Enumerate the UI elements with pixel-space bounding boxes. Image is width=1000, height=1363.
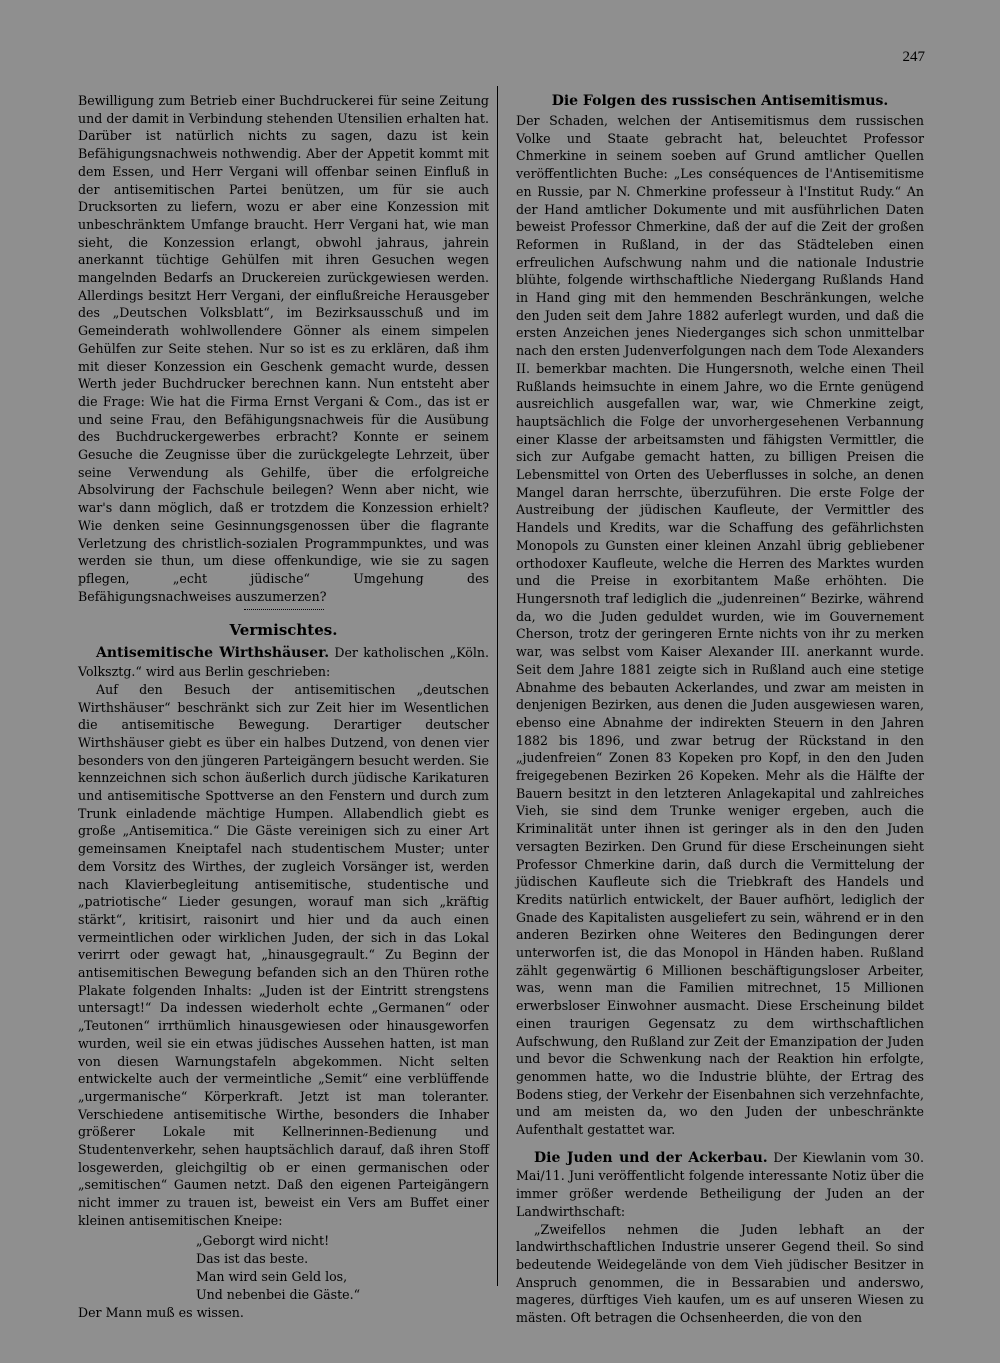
article-intro bbox=[78, 644, 489, 680]
column-divider bbox=[497, 86, 498, 1286]
article-lead: Der Kiewlanin vom 30. Mai/11. Juni veröffentlicht folgende interessante Notiz über die immer größer werdende Betheiligung der Juden an der Landwirthschaft: bbox=[516, 1149, 924, 1219]
verse-line: Man wird sein Geld los, bbox=[196, 1268, 348, 1284]
article-title: Die Folgen des russischen Antisemitismus. bbox=[551, 93, 889, 109]
section-title: Vermischtes. bbox=[229, 621, 338, 640]
article-body: Der Schaden, welchen der Antisemitismus dem russischen Volke und Staate gebracht hat, beleuchtet Professor Chmerkine in seinem soeben auf Grund amtlicher Quellen veröffentlichten Buche: „Les conséquences de l'Antisemitisme en Russie, par N. Chmerkine professeur à l'Institut Rudy.“ An der Hand amtlicher Dokumente und mit ausführlichen Daten beweist Professor Chmerkine, daß der auf die Zeit der großen Reformen in Rußland, in der das Städteleben einen erfreulichen Aufschwung nahm und die nationale Industrie blühte, folgende wirthschaftliche Niedergang Rußlands Hand in Hand ging mit den hemmenden Beschränkungen, welche den Juden seit dem Jahre 1882 auferlegt wurden, und daß die ersten Anzeichen jenes Niederganges sich schon unmittelbar nach den ersten Judenverfolgungen nach dem Tode Alexanders II. bemerkbar machten. Die Hungersnoth, welche einen Theil Rußlands heimsuchte in einem Jahre, wo die Ernte genügend ausreichlich ausgefallen war, war, wie Chmerkine zeigt, hauptsächlich die Folge der unvorhergesehenen Verbannung einer Klasse der arbeitsamsten und fähigsten Vermittler, die sich zur Aufgabe gemacht hatten, zu billigen Preisen die Lebensmittel von Orten des Ueberflusses in solche, an denen Mangel daran herrschte, überzuführen. Die erste Folge der Austreibung der jüdischen Kaufleute, der Vermittler des Handels und Kredits, war die Schaffung des gefährlichsten Monopols zu Gunsten einer kleinen Anzahl übrig gebliebener orthodoxer Kaufleute, welche die Herren des Marktes wurden und die Preise in exorbitantem Maße erhöhten. Die Hungersnoth traf lediglich die „judenreinen“ Bezirke, während da, wo die Juden geduldet wurden, wie im Gouvernement Cherson, trotz der geringeren Ernte nichts von ihr zu merken war, was selbst vom Kaiser Alexander III. anerkannt wurde. Seit dem Jahre 1881 zeigte sich in Rußland auch eine stetige Abnahme des bebauten Ackerlandes, und zwar am meisten in denjenigen Bezirken, aus denen die Juden ausgewiesen waren, ebenso eine Abnahme der indirekten Steuern in den Jahren 1882 bis 1896, und zwar betrug der Rückstand in den „judenfreien“ Zonen 83 Kopeken pro Kopf, in den den Juden freigegebenen Bezirken 26 Kopeken. Mehr als die Hälfte der Bauern besitzt in den letzteren Anlagekapital und zahlreiches Vieh, sie sind dem Trunke weniger ergeben, auch die Kriminalität unter ihnen ist geringer als in den den Juden versagten Bezirken. Den Grund für diese Erscheinungen sieht Professor Chmerkine darin, daß durch die Vermittelung der jüdischen Kaufleute sich die Triebkraft des Handels und Kredits natürlich entwickelt, der Bauer aufhört, lediglich der Gnade des Kapitalisten ausgeliefert zu sein, während er in den anderen Bezirken ohne Weiteres den Bedingungen derer unterworfen ist, die das Monopol in Händen haben. Rußland zählt gegenwärtig 6 Millionen beschäftigungsloser Arbeiter, was, wenn man die Familien mitrechnet, 15 Millionen erwerbsloser Einwohner ausmacht. Diese Erscheinung bildet einen traurigen Gegensatz zu dem wirthschaftlichen Aufschwung, den Rußland zur Zeit der Emanzipation der Juden und bevor die Schwenkung nach der Reaktion hin erfolgte, genommen hatte, wo die Industrie blühte, der Ertrag des Bodens stieg, der Verkehr der Eisenbahnen sich verzehnfachte, und am meisten da, wo den Juden der unbeschränkte Aufenthalt gestattet war. bbox=[516, 113, 924, 1138]
article-body: Auf den Besuch der antisemitischen „deutschen Wirthshäuser“ beschränkt sich zur Zeit hier im Wesentlichen die antisemitische Bewegung. Derartiger deutscher Wirthshäuser giebt es über ein halbes Dutzend, von denen vier besonders von den jüngeren Parteigängern besucht werden. Sie kennzeichnen sich schon äußerlich durch jüdische Karikaturen und antisemitische Spottverse an den Fenstern und durch zum Trunk einladende mächtige Humpen. Allabendlich giebt es große „Antisemitica.“ Die Gäste vereinigen sich zu einer Art gemeinsamen Kneiptafel nach studentischem Muster; unter dem Vorsitz des Wirthes, der zugleich Vorsänger ist, werden nach Klavierbegleitung antisemitische, studentische und „patriotische“ Lieder gesungen, worauf man sich „kräftig stärkt“, kritisirt, raisonirt und hier und da auch einen vermeintlichen oder wirklichen Juden, der sich in das Lokal verirrt oder gewagt hat, „hinausgegrault.“ Zu Beginn der antisemitischen Bewegung befanden sich an den Thüren rothe Plakate folgenden Inhalts: „Juden ist der Eintritt strengstens untersagt!“ Da indessen wiederholt echte „Germanen“ oder „Teutonen“ irrthümlich hinausgewiesen oder hinausgeworfen wurden, weil sie ein etwas jüdisches Aussehen hatten, ist man von diesen Warnungstafeln abgekommen. Nicht selten entwickelte auch der vermeintliche „Semit“ eine verblüffende „urgermanische“ Körperkraft. Jetzt ist man toleranter. Verschiedene antisemitische Wirthe, besonders die Inhaber größerer Lokale mit Kellnerinnen-Bedienung und Studentenverkehr, sehen hauptsächlich darauf, daß ihren Stoff losgewerden, gleichgiltig ob er einen germanischen oder „semitischen“ Gaumen netzt. Daß den eigenen Parteigängern nicht immer zu trauen ist, beweist ein Vers am Buffet einer kleinen antisemitischen Kneipe: bbox=[78, 681, 489, 1228]
spacer bbox=[516, 1139, 924, 1149]
verse-line: Das ist das beste. bbox=[196, 1250, 309, 1266]
verse-line: Und nebenbei die Gäste.“ bbox=[196, 1286, 361, 1302]
right-column bbox=[516, 92, 924, 1327]
article-continuation: Bewilligung zum Betrieb einer Buchdruckerei für seine Zeitung und der damit in Verbindung stehenden Utensilien erhalten hat. Darüber ist natürlich nichts zu sagen, dazu ist kein Befähigungsnachweis nothwendig. Aber der Appetit kommt mit dem Essen, und Herr Vergani will offenbar seinen Einfluß in der antisemitischen Partei benützen, um für sie auch Drucksorten zu liefern, wozu er aber eine Konzession mit unbeschränktem Umfange braucht. Herr Vergani hat, wie man sieht, die Konzession erlangt, obwohl jahraus, jahrein anerkannt tüchtige Gehülfen mit ihren Gesuchen wegen mangelnden Bedarfs an Druckereien zurückgewiesen werden. Allerdings besitzt Herr Vergani, der einflußreiche Herausgeber des „Deutschen Volksblatt“, im Bezirksausschuß und im Gemeinderath wohlwollendere Gönner als einem simpelen Gehülfen zur Seite stehen. Nur so ist es zu erklären, daß ihm mit dieser Konzession ein Geschenk gemacht wurde, dessen Werth jeder Buchdrucker berechnen kann. Nun entsteht aber die Frage: Wie hat die Firma Ernst Vergani & Com., das ist er und seine Frau, den Befähigungsnachweis für die Ausübung des Buchdruckergewerbes erbracht? Konnte er seinem Gesuche die Zeugnisse über die zurückgelegte Lehrzeit, über seine Verwendung als Gehilfe, über die erfolgreiche Absolvirung der Fachschule beilegen? Wenn aber nicht, wie war's dann möglich, daß er trotzdem die Konzession erhielt? Wie denken seine Gesinnungsgenossen über die flagrante Verletzung des christlich-sozialen Programmpunktes, und was werden sie thun, um diese offenkundige, wie sie zu sagen pflegen, „echt jüdische“ Umgehung des Befähigungsnachweises auszumerzen? bbox=[78, 93, 489, 604]
article-intro bbox=[516, 1149, 924, 1221]
article-lead: Der katholischen „Köln. Volksztg.“ wird aus Berlin geschrieben: bbox=[78, 645, 489, 680]
left-column bbox=[78, 92, 489, 1321]
article-heading: Antisemitische Wirthshäuser. bbox=[96, 645, 330, 662]
article-heading: Die Juden und der Ackerbau. bbox=[534, 1149, 768, 1166]
page-number: 247 bbox=[902, 49, 925, 65]
verse-block bbox=[196, 1232, 489, 1304]
verse-line: „Geborgt wird nicht! bbox=[196, 1232, 330, 1248]
article-quote: „Zweifellos nehmen die Juden lebhaft an der landwirthschaftlichen Industrie unserer Gegend theil. So sind bedeutende Weidegelände von dem Vieh jüdischer Besitzer in Anspruch genommen, die in Bessarabien und anderswo, mageres, dürftiges Vieh kaufen, um es auf unseren Wiesen zu mästen. Oft betragen die Ochsenheerden, die von den bbox=[516, 1221, 924, 1326]
article-closing: Der Mann muß es wissen. bbox=[78, 1304, 244, 1320]
separator-rule bbox=[244, 609, 324, 610]
